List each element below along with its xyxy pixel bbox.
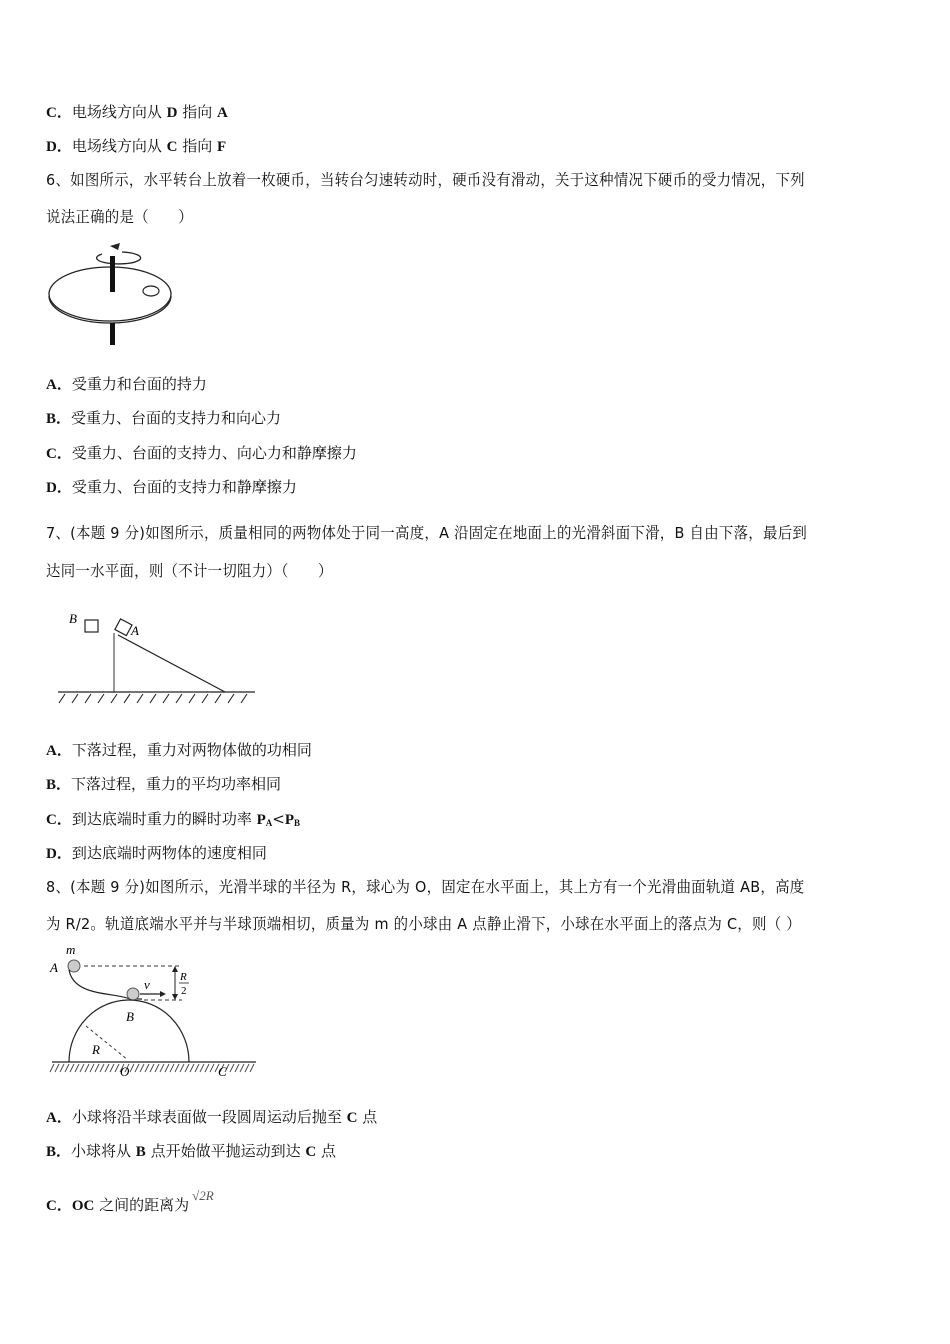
q6-option-d: D．受重力、台面的支持力和静摩擦力 bbox=[46, 478, 297, 496]
q7-option-d: D．到达底端时两物体的速度相同 bbox=[46, 844, 267, 862]
q8-stem-line2: 为 R/2。轨道底端水平并与半球顶端相切，质量为 m 的小球由 A 点静止滑下，小球在水平面上的落点为 C，则（ ） bbox=[46, 915, 801, 933]
svg-text:R: R bbox=[180, 971, 187, 983]
q6-stem-line1: 6、如图所示，水平转台上放着一枚硬币，当转台匀速转动时，硬币没有滑动，关于这种情况下硬币的受力情况，下列 bbox=[46, 171, 805, 189]
turntable-figure bbox=[44, 240, 179, 345]
incline-figure bbox=[55, 605, 260, 710]
option-c-prev: C．电场线方向从 D 指向 A bbox=[46, 103, 228, 121]
q8-option-a: A．小球将沿半球表面做一段圆周运动后抛至 C 点 bbox=[46, 1108, 378, 1126]
svg-text:m: m bbox=[66, 942, 76, 957]
svg-text:B: B bbox=[126, 1009, 134, 1024]
sqrt2-formula: √2R bbox=[192, 1188, 214, 1203]
q6-option-a: A．受重力和台面的持力 bbox=[46, 375, 207, 393]
svg-text:C: C bbox=[218, 1064, 227, 1079]
q6-stem-line2: 说法正确的是（ ） bbox=[46, 208, 193, 226]
q8-option-c: C．OC 之间的距离为√2R bbox=[46, 1188, 214, 1214]
label-b: B bbox=[69, 611, 77, 626]
svg-text:R: R bbox=[92, 1042, 100, 1057]
label-a: A bbox=[131, 623, 139, 638]
q8-option-b: B．小球将从 B 点开始做平抛运动到达 C 点 bbox=[46, 1142, 336, 1160]
q7-option-a: A．下落过程，重力对两物体做的功相同 bbox=[46, 741, 312, 759]
option-letter: C． bbox=[46, 105, 72, 121]
svg-text:v: v bbox=[144, 977, 150, 992]
q8-stem-line1: 8、(本题 9 分)如图所示，光滑半球的半径为 R，球心为 O，固定在水平面上，其上方有一个光滑曲面轨道 AB，高度 bbox=[46, 878, 805, 896]
q7-stem-line1: 7、(本题 9 分)如图所示，质量相同的两物体处于同一高度，A 沿固定在地面上的光滑斜面下滑，B 自由下落，最后到 bbox=[46, 524, 808, 542]
svg-text:O: O bbox=[120, 1064, 130, 1079]
q6-option-b: B．受重力、台面的支持力和向心力 bbox=[46, 409, 282, 427]
q7-stem-line2: 达同一水平面，则（不计一切阻力）（ ） bbox=[46, 562, 333, 580]
svg-text:A: A bbox=[50, 960, 58, 975]
svg-text:2: 2 bbox=[181, 985, 187, 997]
hemisphere-figure bbox=[44, 942, 264, 1082]
q7-option-b: B．下落过程，重力的平均功率相同 bbox=[46, 775, 282, 793]
q7-option-c: C．到达底端时重力的瞬时功率 $P_A<P_B$ bbox=[46, 810, 301, 828]
q6-option-c: C．受重力、台面的支持力、向心力和静摩擦力 bbox=[46, 444, 357, 462]
option-d-prev: D．电场线方向从 C 指向 F bbox=[46, 137, 227, 155]
